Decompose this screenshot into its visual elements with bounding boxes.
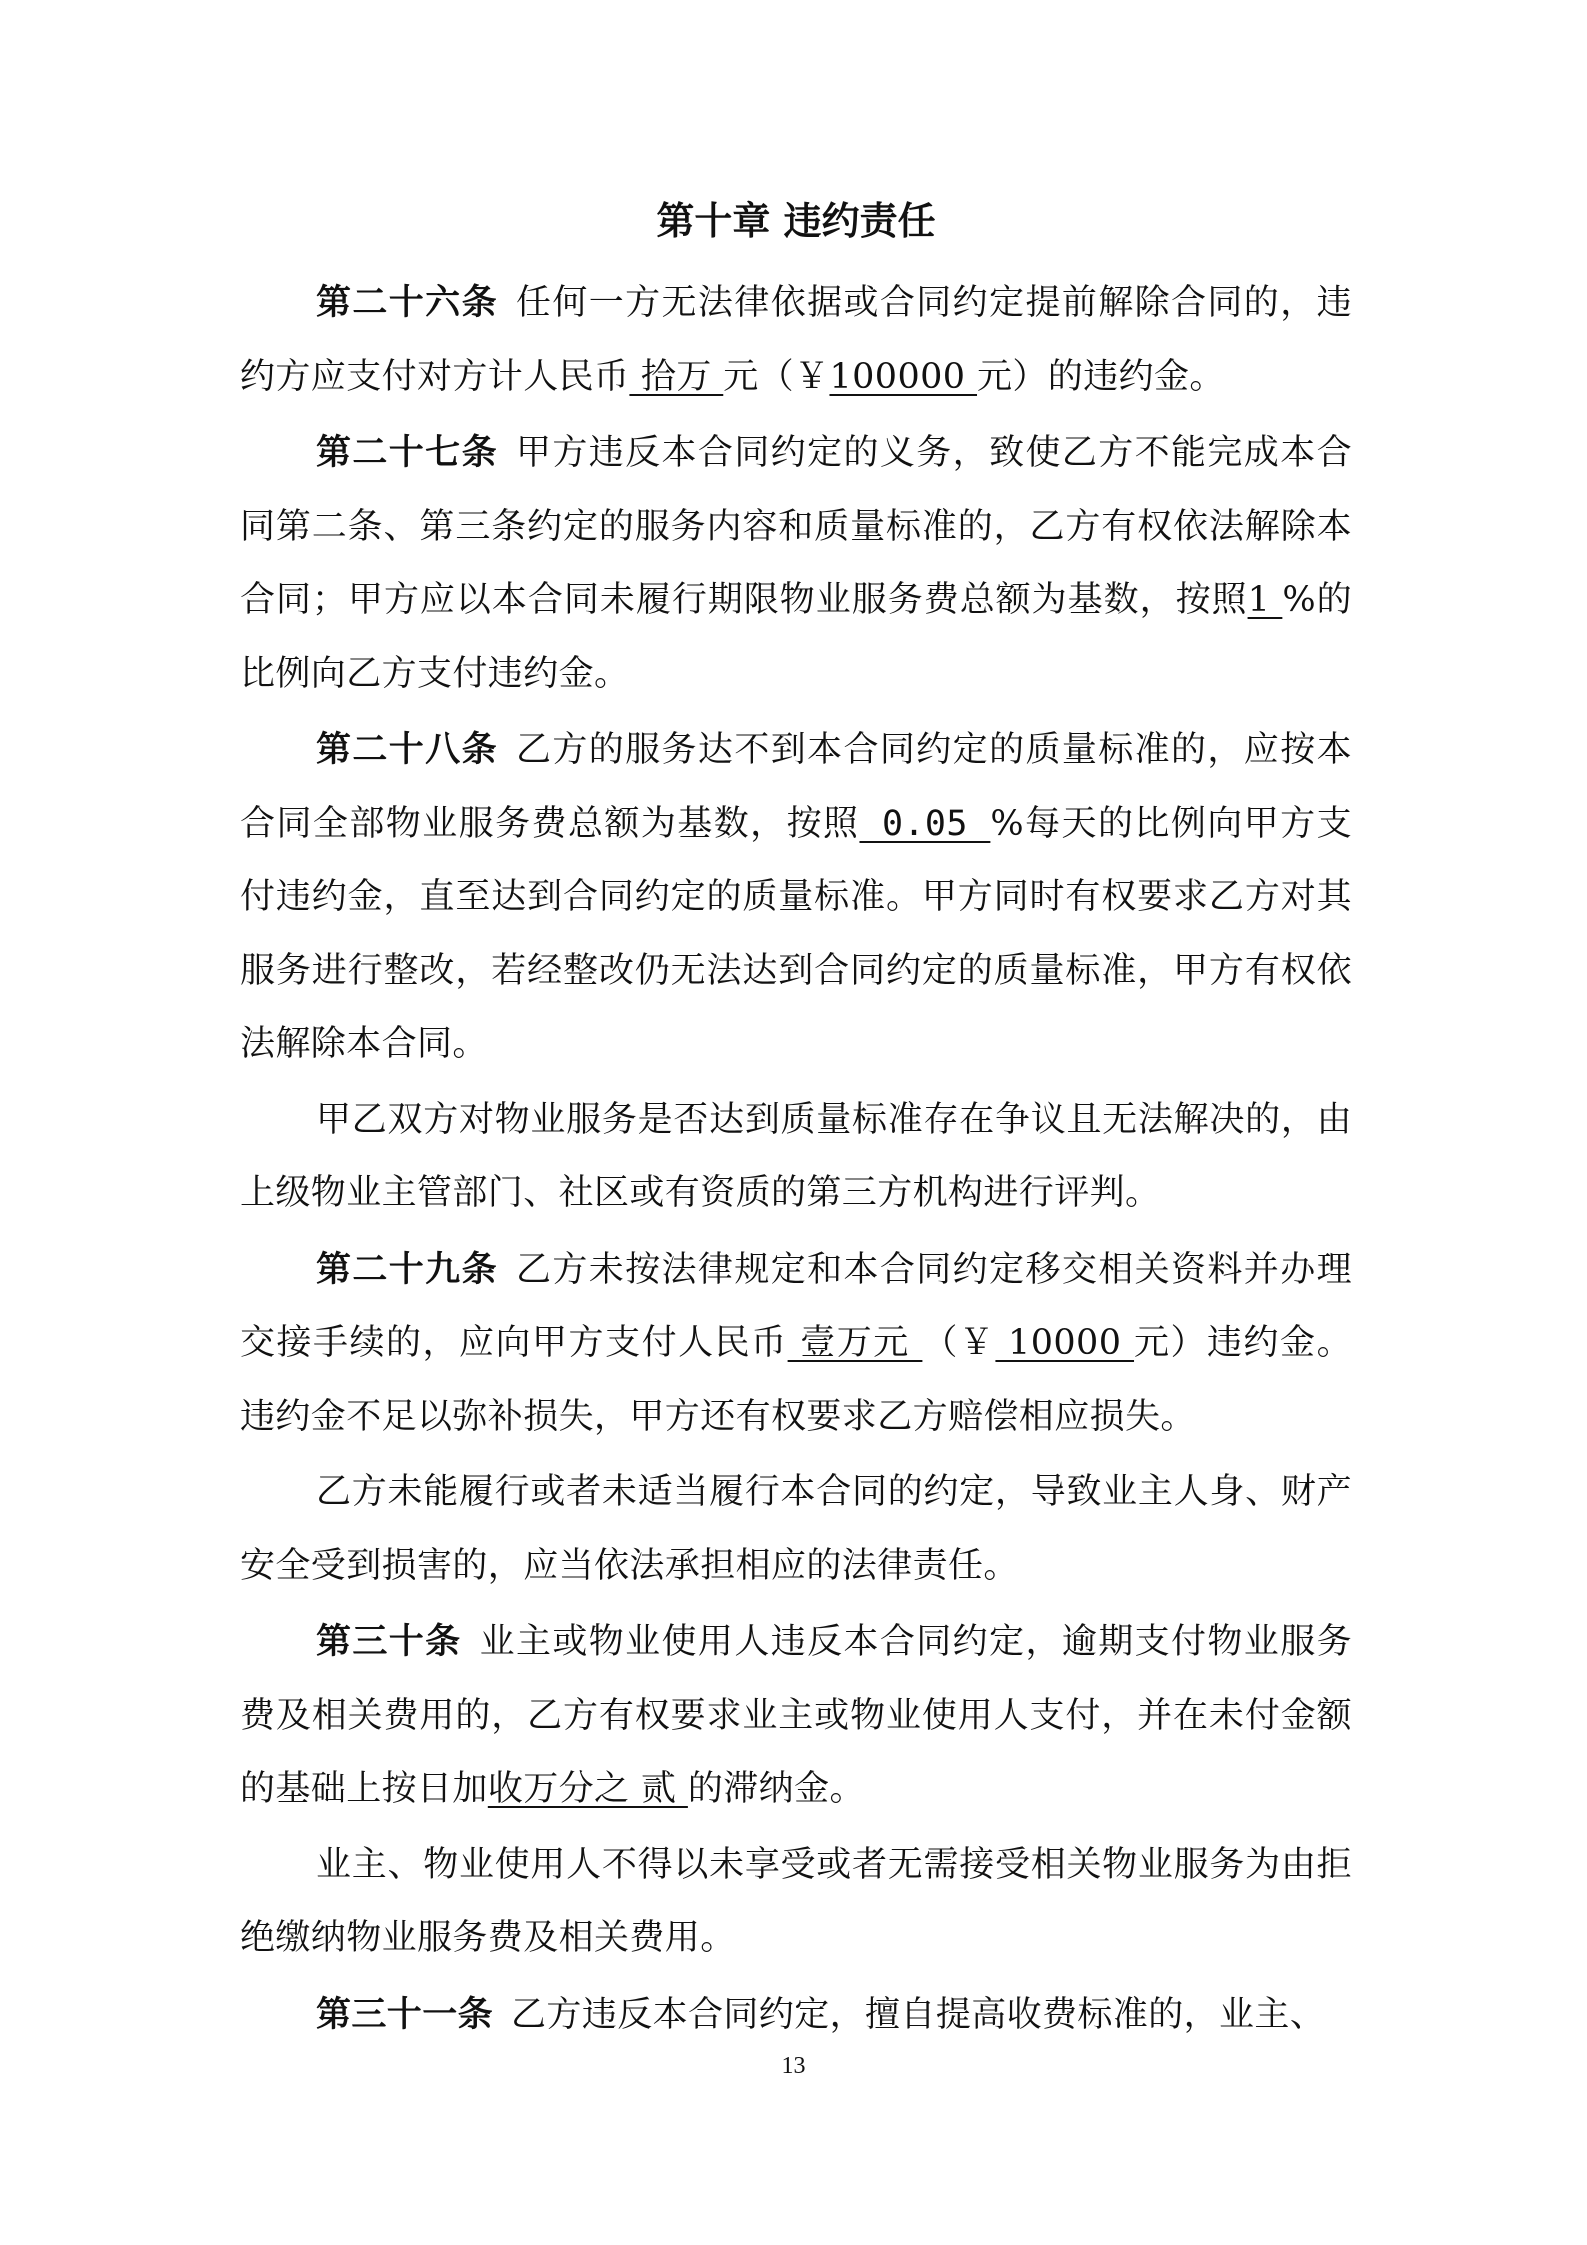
article-27-text-a: 甲方违反本合同约定的义务，致使乙方不能完成本合同第二条、第三条约定的服务内容和质量标准的，乙方有权依法解除本合同；甲方应以本合同未履行期限物业服务费总额为基数，按照 — [240, 433, 1352, 620]
article-29-amount-words: 壹万元 — [787, 1323, 923, 1363]
article-31-text-a: 乙方违反本合同约定，擅自提高收费标准的，业主、 — [511, 1994, 1326, 2035]
article-30-text-b: 的滞纳金。 — [687, 1769, 865, 1809]
page-number: 13 — [781, 2053, 806, 2079]
article-29-text-b: （￥ — [922, 1323, 996, 1363]
article-29-amount-number: 10000 — [995, 1323, 1135, 1363]
document-page — [240, 180, 1352, 2052]
article-28 — [240, 713, 1352, 1082]
article-27-text-b: %的比例向乙方支付违约金。 — [240, 580, 1353, 694]
liability-paragraph: 乙方未能履行或者未适当履行本合同的约定，导致业主人身、财产安全受到损害的，应当依法承担相应的法律责任。 — [240, 1472, 1352, 1586]
article-28-text-b: %每天的比例向甲方支付违约金，直至达到合同约定的质量标准。甲方同时有权要求乙方对其服务进行整改，若经整改仍无法达到合同约定的质量标准，甲方有权依法解除本合同。 — [240, 803, 1352, 1064]
refusal-paragraph: 业主、物业使用人不得以未享受或者无需接受相关物业服务为由拒绝缴纳物业服务费及相关费用。 — [240, 1844, 1352, 1958]
article-28-text-a: 乙方的服务达不到本合同约定的质量标准的，应按本合同全部物业服务费总额为基数，按照 — [240, 730, 1352, 844]
article-31 — [240, 1978, 1352, 2053]
article-26 — [240, 266, 1352, 414]
article-26-label: 第二十六条 — [316, 282, 498, 323]
dispute-paragraph: 甲乙双方对物业服务是否达到质量标准存在争议且无法解决的，由上级物业主管部门、社区或有资质的第三方机构进行评判。 — [240, 1099, 1352, 1213]
article-29-label: 第二十九条 — [316, 1248, 498, 1290]
article-26-text-b: 元（￥ — [723, 356, 830, 397]
article-26-text-c: 元）的违约金。 — [977, 356, 1225, 397]
article-29 — [240, 1233, 1352, 1455]
article-29-text-a: 乙方未按法律规定和本合同约定移交相关资料并办理交接手续的，应向甲方支付人民币 — [240, 1249, 1352, 1363]
article-27-label: 第二十七条 — [316, 432, 498, 473]
article-26-amount-words: 拾万 — [629, 356, 724, 397]
article-27-rate: 1 — [1247, 580, 1283, 620]
article-30-rate: 收万分之 贰 — [487, 1769, 688, 1809]
article-29-text-c: 元）违约金。违约金不足以弥补损失，甲方还有权要求乙方赔偿相应损失。 — [240, 1323, 1352, 1437]
article-30 — [240, 1605, 1352, 1827]
article-28-rate: 0.05 — [859, 803, 991, 844]
article-26-amount-number: 100000 — [829, 356, 978, 397]
article-27 — [240, 416, 1352, 711]
chapter-title: 第十章 违约责任 — [656, 198, 936, 243]
article-30-label: 第三十条 — [316, 1621, 462, 1662]
article-30-text-a: 业主或物业使用人违反本合同约定，逾期支付物业服务费及相关费用的，乙方有权要求业主或物业使用人支付，并在未付金额的基础上按日加 — [240, 1622, 1352, 1809]
article-26-text-a: 任何一方无法律依据或合同约定提前解除合同的，违约方应支付对方计人民币 — [240, 283, 1352, 397]
article-31-label: 第三十一条 — [316, 1993, 494, 2035]
article-28-label: 第二十八条 — [316, 729, 498, 770]
